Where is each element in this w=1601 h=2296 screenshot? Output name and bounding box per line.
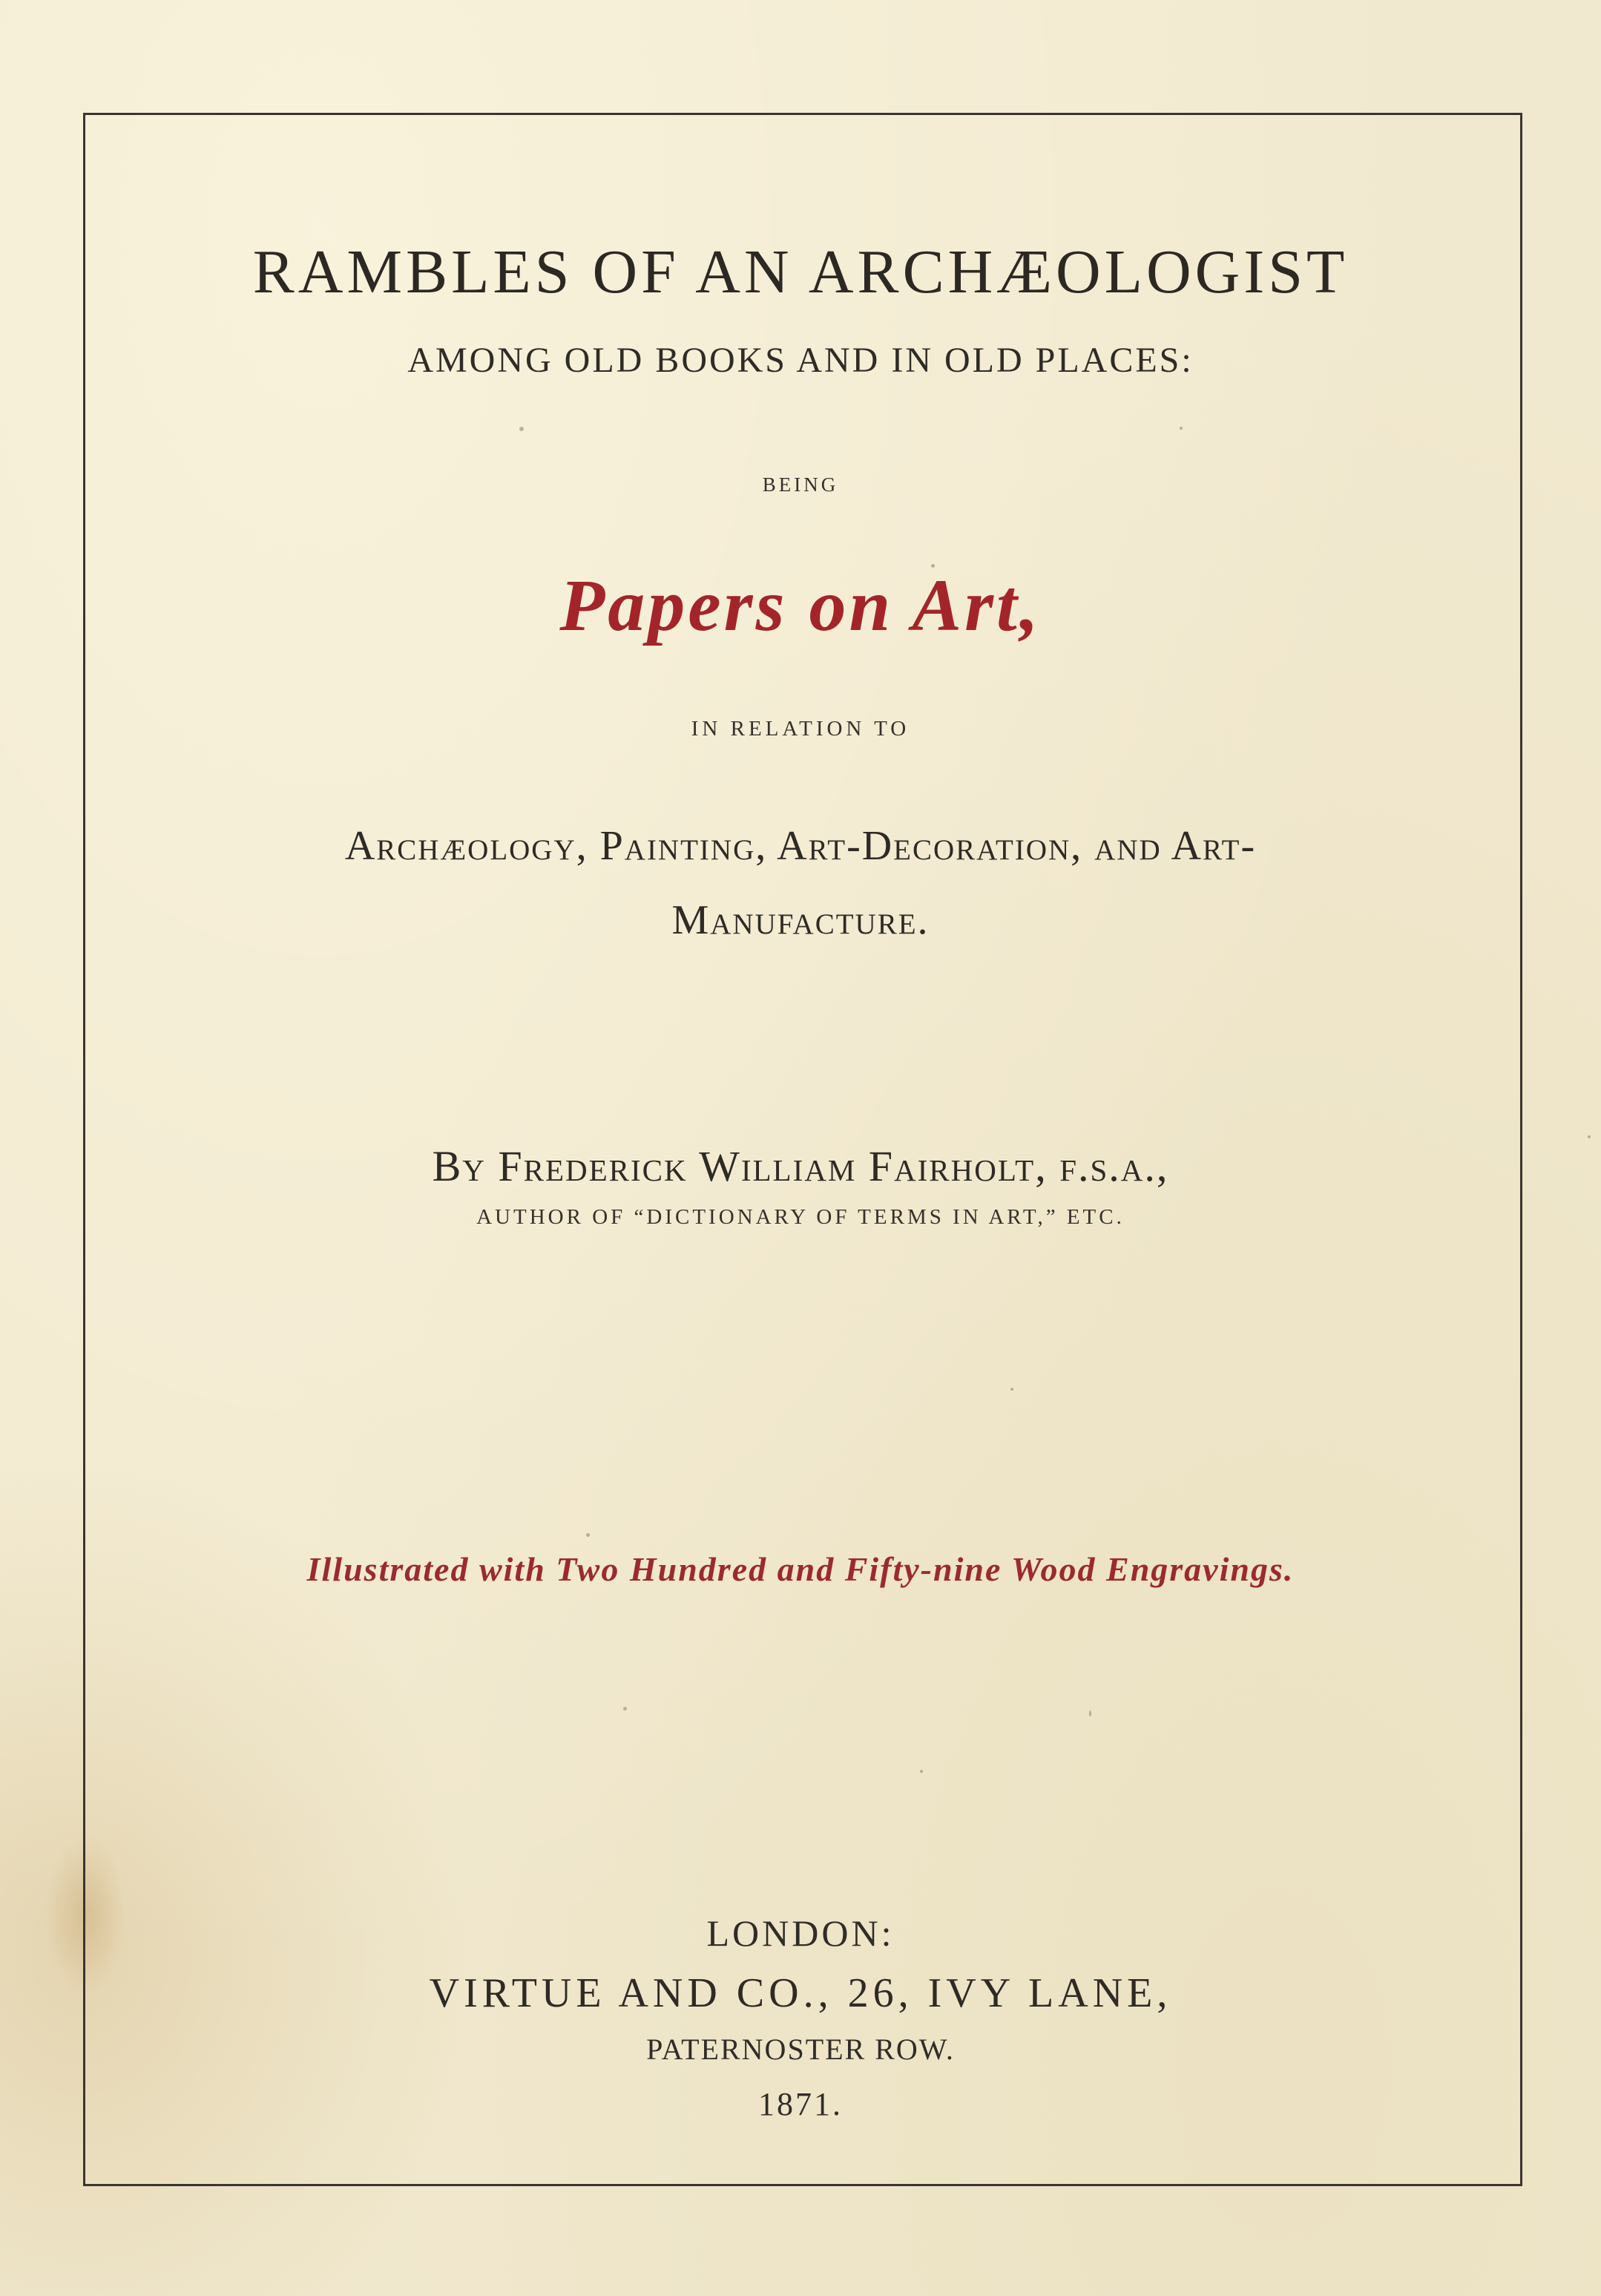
book-subtitle: AMONG OLD BOOKS AND IN OLD PLACES: [407, 341, 1194, 380]
subjects-line-2: Manufacture. [671, 897, 930, 943]
paper-speck [1010, 1388, 1013, 1391]
subjects-line-1: Archæology, Painting, Art-Decoration, and Art- [344, 823, 1257, 869]
imprint-street: PATERNOSTER ROW. [646, 2033, 955, 2066]
imprint-year: 1871. [758, 2086, 843, 2122]
book-title: RAMBLES OF AN ARCHÆOLOGIST [252, 237, 1349, 306]
in-relation-label: IN RELATION TO [691, 717, 910, 741]
papers-on-art-heading: Papers on Art, [559, 564, 1042, 646]
imprint-city: LONDON: [706, 1912, 895, 1954]
paper-speck [931, 564, 935, 568]
paper-speck [1180, 427, 1183, 430]
author-credentials: AUTHOR OF “DICTIONARY OF TERMS IN ART,” ETC. [476, 1205, 1125, 1229]
illustrations-note: Illustrated with Two Hundred and Fifty-nine Wood Engravings. [306, 1550, 1295, 1588]
imprint-publisher: VIRTUE AND CO., 26, IVY LANE, [429, 1970, 1172, 2016]
paper-speck [623, 1707, 627, 1710]
author-line: By Frederick William Fairholt, f.s.a., [432, 1142, 1169, 1190]
paper-speck [586, 1533, 590, 1537]
paper-speck [519, 427, 524, 431]
paper-speck [1089, 1710, 1091, 1716]
paper-speck [1588, 1135, 1591, 1138]
being-label: BEING [762, 473, 839, 496]
paper-speck [920, 1770, 923, 1773]
